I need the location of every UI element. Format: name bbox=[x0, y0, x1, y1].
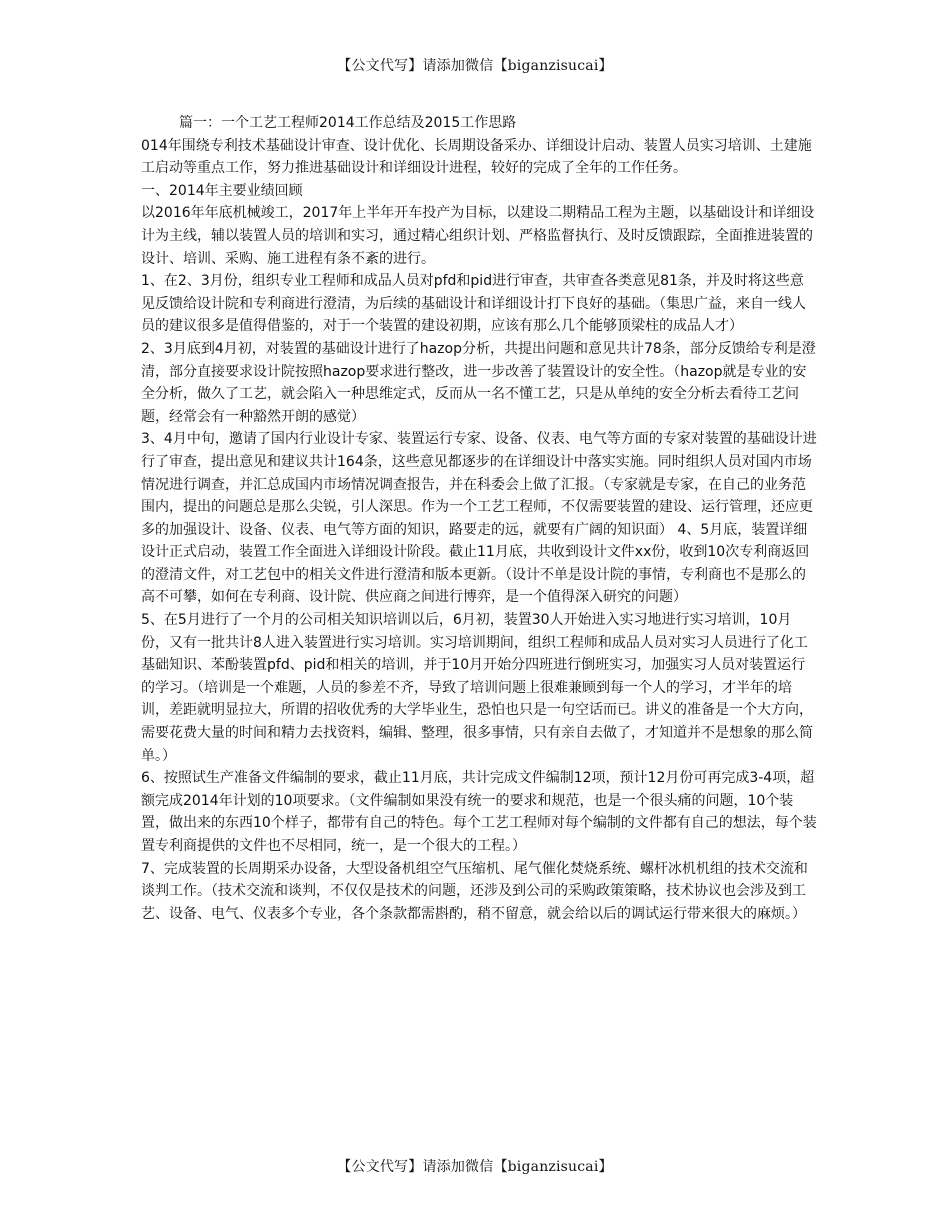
paragraph-item-3-4: 3、4月中旬，邀请了国内行业设计专家、装置运行专家、设备、仪表、电气等方面的专家对装置的基础设计进行了审查，提出意见和建议共计164条，这些意见都逐步的在详细设计中落实实施。同时组织人员对国内市场情况进行调查，并汇总成国内市场情况调查报告，并在科委会上做了汇报。（专家就是专家，在自己的业务范围内，提出的问题总是那么尖锐，引人深思。作为一个工艺工程师，不仅需要装置的建设、运行管理，还应更多的加强设计、设备、仪表、电气等方面的知识，路要走的远，就要有广阔的知识面） 4、5月底，装置详细设计正式启动，装置工作全面进入详细设计阶段。截止11月底，共收到设计文件xx份，收到10次专利商返回的澄清文件，对工艺包中的相关文件进行澄清和版本更新。（设计不单是设计院的事情，专利商也不是那么的高不可攀，如何在专利商、设计院、供应商之间进行博弈，是一个值得深入研究的问题） bbox=[141, 431, 817, 606]
paragraph-item-1: 1、在2、3月份，组织专业工程师和成品人员对pfd和pid进行审查，共审查各类意见81条，并及时将这些意见反馈给设计院和专利商进行澄清，为后续的基础设计和详细设计打下良好的基础。（集思广益，来自一线人员的建议很多是值得借鉴的，对于一个装置的建设初期，应该有那么几个能够顶梁柱的成品人才） bbox=[141, 273, 806, 335]
page-footer: 【公文代写】请添加微信【biganzisucai】 bbox=[337, 1159, 613, 1175]
paragraph-intro: 014年围绕专利技术基础设计审查、设计优化、长周期设备采办、详细设计启动、装置人员实习培训、土建施工启动等重点工作，努力推进基础设计和详细设计进程，较好的完成了全年的工作任务。 bbox=[141, 137, 812, 177]
paragraph-item-7: 7、完成装置的长周期采办设备，大型设备机组空气压缩机、尾气催化焚烧系统、螺杆冰机机组的技术交流和谈判工作。（技术交流和谈判，不仅仅是技术的问题，还涉及到公司的采购政策策略，技术协议也会涉及到工艺、设备、电气、仪表多个专业，各个条款都需斟酌，稍不留意，就会给以后的调试运行带来很大的麻烦。） bbox=[141, 860, 808, 922]
document-title: 篇一：一个工艺工程师2014工作总结及2015工作思路 bbox=[179, 115, 517, 131]
document-body bbox=[141, 112, 817, 925]
paragraph-item-5: 5、在5月进行了一个月的公司相关知识培训以后，6月初，装置30人开始进入实习地进行实习培训，10月份，又有一批共计8人进入装置进行实习培训。实习培训期间，组织工程师和成品人员对实习人员进行了化工基础知识、苯酚装置pfd、pid和相关的培训，并于10月开始分四班进行倒班实习，加强实习人员对装置运行的学习。（培训是一个难题，人员的参差不齐，导致了培训问题上很难兼顾到每一个人的学习，才半年的培训，差距就明显拉大，所谓的招收优秀的大学毕业生，恐怕也只是一句空话而已。讲义的准备是一个大方向，需要花费大量的时间和精力去找资料，编辑、整理，很多事情，只有亲自去做了，才知道并不是想象的那么简单。） bbox=[141, 612, 813, 764]
page-header: 【公文代写】请添加微信【biganzisucai】 bbox=[337, 58, 613, 74]
paragraph-goal: 以2016年年底机械竣工，2017年上半年开车投产为目标，以建设二期精品工程为主题，以基础设计和详细设计为主线，辅以装置人员的培训和实习，通过精心组织计划、严格监督执行、及时反馈跟踪，全面推进装置的设计、培训、采购、施工进程有条不紊的进行。 bbox=[141, 205, 815, 267]
paragraph-item-2: 2、3月底到4月初，对装置的基础设计进行了hazop分析，共提出问题和意见共计78条，部分反馈给专利是澄清，部分直接要求设计院按照hazop要求进行整改，进一步改善了装置设计的安全性。（hazop就是专业的安全分析，做久了工艺，就会陷入一种思维定式，反而从一名不懂工艺，只是从单纯的安全分析去看待工艺问题，经常会有一种豁然开朗的感觉） bbox=[141, 340, 816, 425]
section-heading-review: 一、2014年主要业绩回顾 bbox=[141, 182, 303, 199]
paragraph-item-6: 6、按照试生产准备文件编制的要求，截止11月底，共计完成文件编制12项，预计12月份可再完成3-4项，超额完成2014年计划的10项要求。（文件编制如果没有统一的要求和规范，也是一个很头痛的问题，10个装置，做出来的东西10个样子，都带有自己的特色。每个工艺工程师对每个编制的文件都有自己的想法，每个装置专利商提供的文件也不尽相同，统一，是一个很大的工程。） bbox=[141, 770, 817, 854]
